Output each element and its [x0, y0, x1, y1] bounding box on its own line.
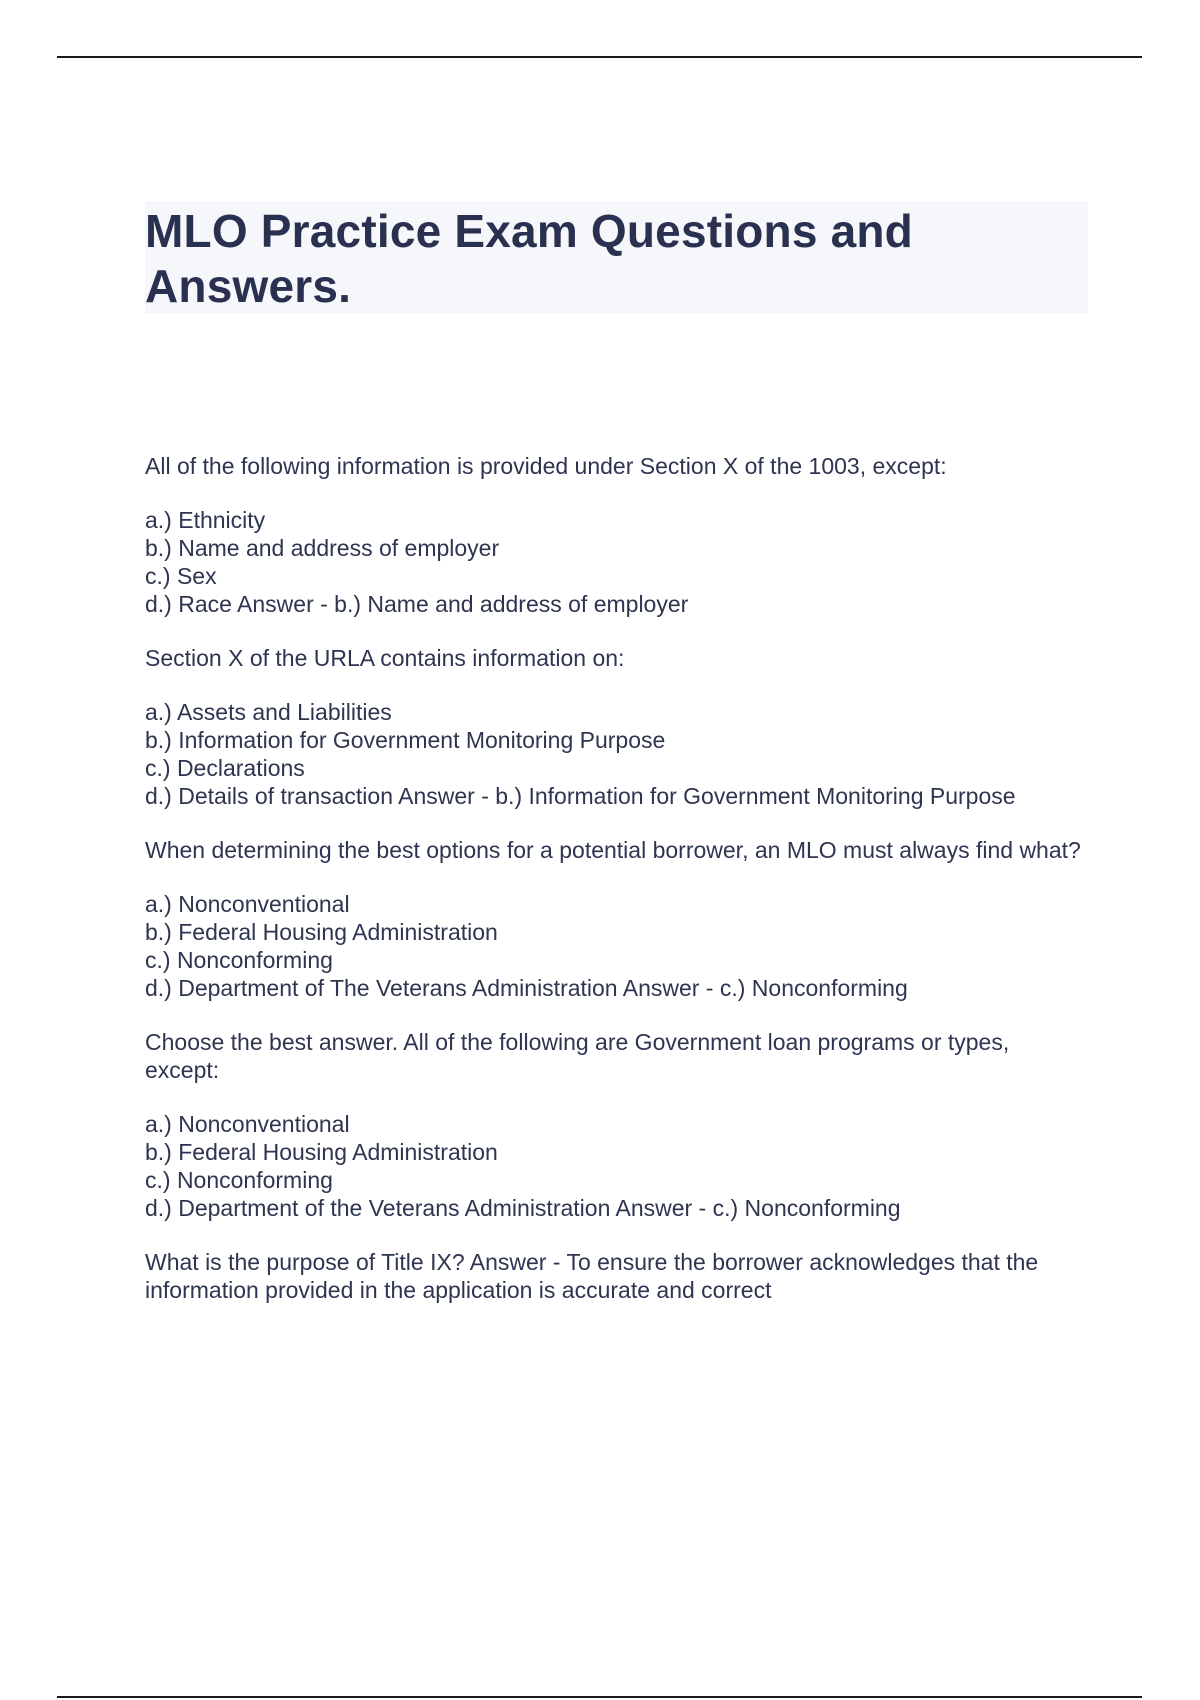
- questions-list: [145, 452, 1085, 1330]
- question-text: What is the purpose of Title IX? Answer - To ensure the borrower acknowledges that the information provided in the application is accurate and correct: [145, 1249, 1039, 1303]
- answer-option: d.) Department of the Veterans Administration Answer - c.) Nonconforming: [145, 1195, 901, 1221]
- answer-option: a.) Nonconventional: [145, 1111, 350, 1137]
- question-text: Choose the best answer. All of the following are Government loan programs or types, except:: [145, 1029, 1010, 1083]
- question-text: When determining the best options for a potential borrower, an MLO must always find what?: [145, 837, 1081, 863]
- answer-option: d.) Race Answer - b.) Name and address of employer: [145, 591, 689, 617]
- answer-option: a.) Assets and Liabilities: [145, 699, 392, 725]
- header-rule: [57, 56, 1142, 58]
- question-text: All of the following information is provided under Section X of the 1003, except:: [145, 453, 947, 479]
- question-block: [145, 1028, 1085, 1222]
- footer-rule: [57, 1696, 1142, 1698]
- question-block: [145, 1248, 1085, 1304]
- answer-option: b.) Federal Housing Administration: [145, 1139, 498, 1165]
- document-title: MLO Practice Exam Questions and Answers.: [145, 205, 913, 312]
- question-block: [145, 644, 1085, 810]
- answer-option: b.) Name and address of employer: [145, 535, 500, 561]
- title-block: [145, 201, 1088, 313]
- answer-option: a.) Nonconventional: [145, 891, 350, 917]
- answer-option: b.) Information for Government Monitoring Purpose: [145, 727, 666, 753]
- question-block: [145, 836, 1085, 1002]
- answer-option: b.) Federal Housing Administration: [145, 919, 498, 945]
- answer-option: a.) Ethnicity: [145, 507, 266, 533]
- question-text: Section X of the URLA contains information on:: [145, 645, 625, 671]
- question-block: [145, 452, 1085, 618]
- answer-option: c.) Sex: [145, 563, 217, 589]
- answer-option: c.) Declarations: [145, 755, 305, 781]
- answer-option: c.) Nonconforming: [145, 1167, 333, 1193]
- answer-option: d.) Details of transaction Answer - b.) Information for Government Monitoring Purpose: [145, 783, 1016, 809]
- answer-option: c.) Nonconforming: [145, 947, 333, 973]
- answer-option: d.) Department of The Veterans Administration Answer - c.) Nonconforming: [145, 975, 908, 1001]
